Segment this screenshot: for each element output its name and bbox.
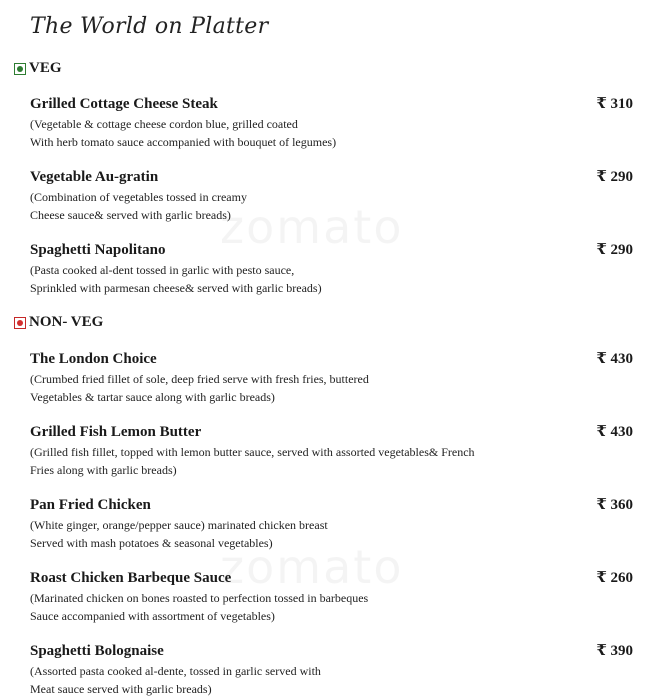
menu-item [30,168,635,224]
item-description: (Crumbed fried fillet of sole, deep fried serve with fresh fries, buttered [30,372,369,386]
item-description: With herb tomato sauce accompanied with bouquet of legumes) [30,135,337,149]
item-description: (Assorted pasta cooked al-dente, tossed in garlic served with [30,664,321,678]
item-name: The London Choice [30,351,157,367]
non-veg-symbol-icon [14,317,26,329]
menu-item [30,350,635,406]
menu-item [30,423,635,479]
menu-item [30,95,635,151]
item-description: Served with mash potatoes & seasonal vegetables) [30,536,273,550]
item-description: Cheese sauce& served with garlic breads) [30,208,231,222]
section-heading-non-veg [14,314,103,331]
item-price: ₹ 360 [596,497,633,513]
menu-item [30,642,635,698]
menu-item [30,241,635,297]
menu-item [30,496,635,552]
item-name: Grilled Fish Lemon Butter [30,424,202,440]
item-description: Vegetables & tartar sauce along with garlic breads) [30,390,275,404]
section-heading-label: VEG [29,60,62,76]
item-name: Roast Chicken Barbeque Sauce [30,570,232,586]
item-description: (Grilled fish fillet, topped with lemon butter sauce, served with assorted vegetables& French [30,445,475,459]
item-name: Grilled Cottage Cheese Steak [30,96,218,112]
item-description: (White ginger, orange/pepper sauce) marinated chicken breast [30,518,328,532]
menu-title: The World on Platter [30,14,269,39]
item-price: ₹ 290 [596,169,633,185]
item-name: Spaghetti Napolitano [30,242,166,258]
item-price: ₹ 260 [596,570,633,586]
item-description: (Marinated chicken on bones roasted to perfection tossed in barbeques [30,591,369,605]
item-price: ₹ 390 [596,643,633,659]
item-description: Meat sauce served with garlic breads) [30,682,212,696]
menu-item [30,569,635,625]
item-price: ₹ 310 [596,96,633,112]
veg-symbol-icon [14,63,26,75]
item-price: ₹ 430 [596,424,633,440]
item-description: Sauce accompanied with assortment of vegetables) [30,609,275,623]
item-price: ₹ 430 [596,351,633,367]
item-description: (Pasta cooked al-dent tossed in garlic with pesto sauce, [30,263,295,277]
section-heading-veg [14,60,62,77]
item-description: (Combination of vegetables tossed in creamy [30,190,247,204]
item-description: Fries along with garlic breads) [30,463,177,477]
item-price: ₹ 290 [596,242,633,258]
item-name: Vegetable Au-gratin [30,169,159,185]
item-description: (Vegetable & cottage cheese cordon blue, grilled coated [30,117,298,131]
item-description: Sprinkled with parmesan cheese& served with garlic breads) [30,281,322,295]
item-name: Spaghetti Bolognaise [30,643,164,659]
section-heading-label: NON- VEG [29,314,104,330]
item-name: Pan Fried Chicken [30,497,151,513]
